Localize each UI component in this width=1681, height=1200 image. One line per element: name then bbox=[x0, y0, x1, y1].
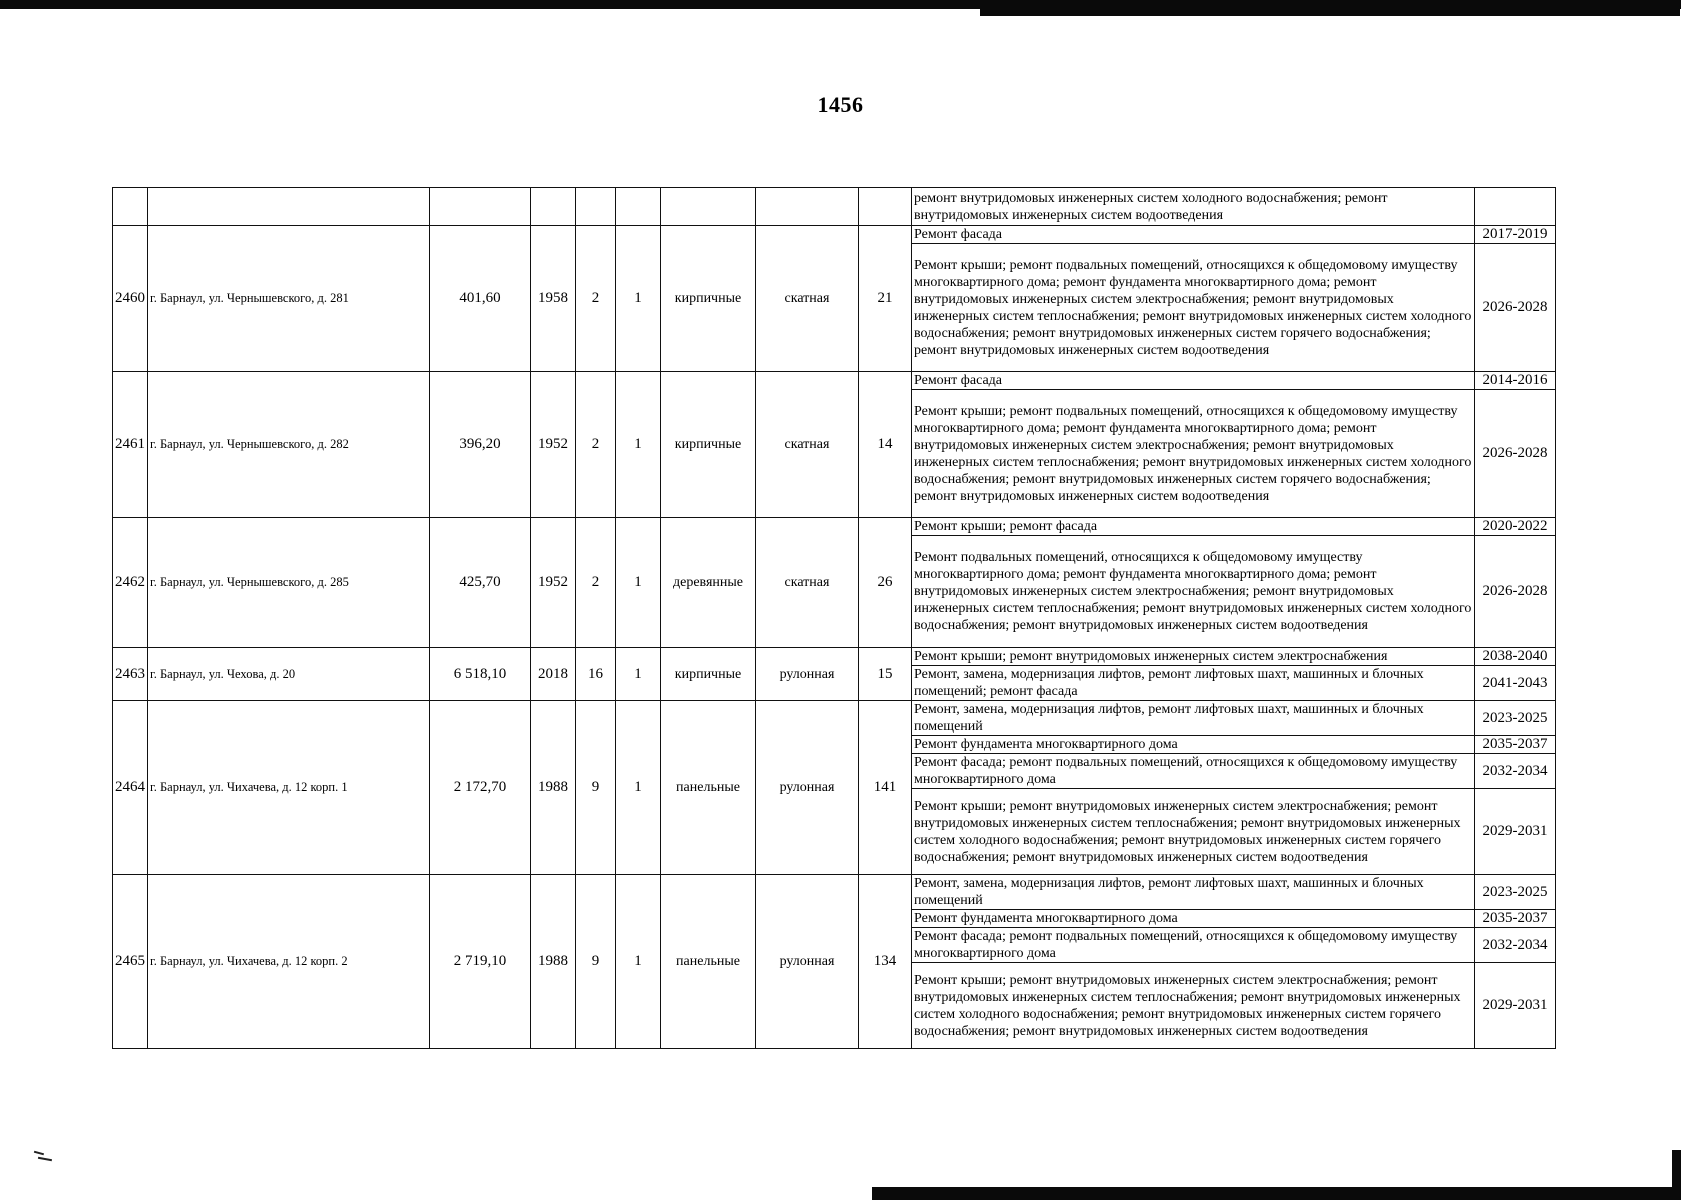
table-row bbox=[113, 226, 1556, 244]
record-number: 2460 bbox=[113, 226, 148, 372]
area-cell: 6 518,10 bbox=[430, 648, 531, 701]
address-cell: г. Барнаул, ул. Чернышевского, д. 282 bbox=[148, 372, 430, 518]
roof-type-cell: рулонная bbox=[756, 648, 859, 701]
repair-work-cell: Ремонт фундамента многоквартирного дома bbox=[912, 736, 1475, 754]
repair-period-cell: 2029-2031 bbox=[1475, 789, 1556, 875]
repair-work-cell: Ремонт фасада; ремонт подвальных помещений, относящихся к общедомовому имуществу многоквартирного дома bbox=[912, 754, 1475, 789]
repair-period-cell: 2035-2037 bbox=[1475, 736, 1556, 754]
repair-work-cell: Ремонт фасада bbox=[912, 372, 1475, 390]
roof-type-cell: скатная bbox=[756, 372, 859, 518]
scan-border-top bbox=[0, 0, 1681, 9]
table-row bbox=[113, 701, 1556, 736]
count-cell: 14 bbox=[859, 372, 912, 518]
repair-work-cell: Ремонт подвальных помещений, относящихся к общедомовому имуществу многоквартирного дома; ремонт фундамента многоквартирного дома; ремонт внутридомовых инженерных систем электроснабжения; ремонт внутридомовых инженерных систем теплоснабжения; ремонт внутридомовых инженерных систем холодного водоснабжения; ремонт внутридомовых инженерных систем водоотведения bbox=[912, 536, 1475, 648]
walls-material-cell: кирпичные bbox=[661, 372, 756, 518]
repair-work-cell: Ремонт крыши; ремонт внутридомовых инженерных систем электроснабжения; ремонт внутридомовых инженерных систем теплоснабжения; ремонт внутридомовых инженерных систем холодного водоснабжения; ремонт внутридомовых инженерных систем горячего водоснабжения; ремонт внутридомовых инженерных систем водоотведения bbox=[912, 789, 1475, 875]
page-number: 1456 bbox=[817, 92, 864, 117]
record-number: 2461 bbox=[113, 372, 148, 518]
floors-cell: 9 bbox=[576, 701, 616, 875]
entrances-cell: 1 bbox=[616, 372, 661, 518]
repair-work-cell: Ремонт фасада bbox=[912, 226, 1475, 244]
record-number: 2462 bbox=[113, 518, 148, 648]
repair-work-cell: Ремонт крыши; ремонт подвальных помещений, относящихся к общедомовому имуществу многоквартирного дома; ремонт фундамента многоквартирного дома; ремонт внутридомовых инженерных систем электроснабжения; ремонт внутридомовых инженерных систем теплоснабжения; ремонт внутридомовых инженерных систем холодного водоснабжения; ремонт внутридомовых инженерных систем горячего водоснабжения; ремонт внутридомовых инженерных систем водоотведения bbox=[912, 390, 1475, 518]
roof-type-cell: скатная bbox=[756, 226, 859, 372]
area-cell: 425,70 bbox=[430, 518, 531, 648]
scan-marks bbox=[34, 1150, 54, 1164]
area-cell: 396,20 bbox=[430, 372, 531, 518]
table-row bbox=[113, 648, 1556, 666]
floors-cell: 2 bbox=[576, 518, 616, 648]
repair-period-cell: 2023-2025 bbox=[1475, 875, 1556, 910]
repair-period-cell: 2026-2028 bbox=[1475, 390, 1556, 518]
address-cell: г. Барнаул, ул. Чернышевского, д. 281 bbox=[148, 226, 430, 372]
repair-period-cell: 2032-2034 bbox=[1475, 754, 1556, 789]
roof-type-cell: рулонная bbox=[756, 875, 859, 1049]
repair-work-cell: Ремонт крыши; ремонт внутридомовых инженерных систем электроснабжения; ремонт внутридомовых инженерных систем теплоснабжения; ремонт внутридомовых инженерных систем холодного водоснабжения; ремонт внутридомовых инженерных систем горячего водоснабжения; ремонт внутридомовых инженерных систем водоотведения bbox=[912, 963, 1475, 1049]
repair-period-cell: 2029-2031 bbox=[1475, 963, 1556, 1049]
repair-work-cell: Ремонт фасада; ремонт подвальных помещений, относящихся к общедомовому имуществу многоквартирного дома bbox=[912, 928, 1475, 963]
year-cell: 1988 bbox=[531, 701, 576, 875]
walls-material-cell: панельные bbox=[661, 701, 756, 875]
walls-material-cell: деревянные bbox=[661, 518, 756, 648]
record-number: 2463 bbox=[113, 648, 148, 701]
scan-border-right bbox=[1672, 1150, 1681, 1190]
carryover-cell-year bbox=[531, 188, 576, 226]
repair-work-cell: Ремонт крыши; ремонт фасада bbox=[912, 518, 1475, 536]
year-cell: 1952 bbox=[531, 518, 576, 648]
count-cell: 141 bbox=[859, 701, 912, 875]
address-cell: г. Барнаул, ул. Чихачева, д. 12 корп. 1 bbox=[148, 701, 430, 875]
table-row bbox=[113, 875, 1556, 910]
entrances-cell: 1 bbox=[616, 701, 661, 875]
record-number: 2465 bbox=[113, 875, 148, 1049]
carryover-cell-floors bbox=[576, 188, 616, 226]
carryover-cell-roof bbox=[756, 188, 859, 226]
area-cell: 401,60 bbox=[430, 226, 531, 372]
repair-work-cell: Ремонт, замена, модернизация лифтов, ремонт лифтовых шахт, машинных и блочных помещений bbox=[912, 875, 1475, 910]
year-cell: 1952 bbox=[531, 372, 576, 518]
walls-material-cell: панельные bbox=[661, 875, 756, 1049]
carryover-cell-num bbox=[113, 188, 148, 226]
repair-period-cell: 2041-2043 bbox=[1475, 666, 1556, 701]
table-row bbox=[113, 372, 1556, 390]
roof-type-cell: скатная bbox=[756, 518, 859, 648]
entrances-cell: 1 bbox=[616, 875, 661, 1049]
area-cell: 2 719,10 bbox=[430, 875, 531, 1049]
repair-period-cell: 2014-2016 bbox=[1475, 372, 1556, 390]
repair-work-cell: Ремонт крыши; ремонт подвальных помещений, относящихся к общедомовому имуществу многоквартирного дома; ремонт фундамента многоквартирного дома; ремонт внутридомовых инженерных систем электроснабжения; ремонт внутридомовых инженерных систем теплоснабжения; ремонт внутридомовых инженерных систем холодного водоснабжения; ремонт внутридомовых инженерных систем горячего водоснабжения; ремонт внутридомовых инженерных систем водоотведения bbox=[912, 244, 1475, 372]
housing-repair-table bbox=[112, 187, 1556, 1049]
repair-work-cell: Ремонт фундамента многоквартирного дома bbox=[912, 910, 1475, 928]
repair-period-cell: 2026-2028 bbox=[1475, 536, 1556, 648]
walls-material-cell: кирпичные bbox=[661, 226, 756, 372]
address-cell: г. Барнаул, ул. Чихачева, д. 12 корп. 2 bbox=[148, 875, 430, 1049]
repair-period-cell: 2035-2037 bbox=[1475, 910, 1556, 928]
table-row bbox=[113, 518, 1556, 536]
year-cell: 1958 bbox=[531, 226, 576, 372]
carryover-cell-walls bbox=[661, 188, 756, 226]
floors-cell: 16 bbox=[576, 648, 616, 701]
repair-period-cell: 2026-2028 bbox=[1475, 244, 1556, 372]
repair-work-cell: Ремонт, замена, модернизация лифтов, ремонт лифтовых шахт, машинных и блочных помещений; ремонт фасада bbox=[912, 666, 1475, 701]
carryover-cell-count bbox=[859, 188, 912, 226]
carryover-work: ремонт внутридомовых инженерных систем холодного водоснабжения; ремонт внутридомовых инженерных систем водоотведения bbox=[912, 188, 1475, 226]
carryover-cell-entrances bbox=[616, 188, 661, 226]
address-cell: г. Барнаул, ул. Чернышевского, д. 285 bbox=[148, 518, 430, 648]
count-cell: 134 bbox=[859, 875, 912, 1049]
roof-type-cell: рулонная bbox=[756, 701, 859, 875]
repair-work-cell: Ремонт крыши; ремонт внутридомовых инженерных систем электроснабжения bbox=[912, 648, 1475, 666]
entrances-cell: 1 bbox=[616, 226, 661, 372]
repair-work-cell: Ремонт, замена, модернизация лифтов, ремонт лифтовых шахт, машинных и блочных помещений bbox=[912, 701, 1475, 736]
year-cell: 2018 bbox=[531, 648, 576, 701]
carryover-period bbox=[1475, 188, 1556, 226]
carryover-cell-area bbox=[430, 188, 531, 226]
floors-cell: 2 bbox=[576, 372, 616, 518]
repair-period-cell: 2017-2019 bbox=[1475, 226, 1556, 244]
entrances-cell: 1 bbox=[616, 518, 661, 648]
repair-period-cell: 2020-2022 bbox=[1475, 518, 1556, 536]
area-cell: 2 172,70 bbox=[430, 701, 531, 875]
year-cell: 1988 bbox=[531, 875, 576, 1049]
floors-cell: 9 bbox=[576, 875, 616, 1049]
count-cell: 26 bbox=[859, 518, 912, 648]
repair-period-cell: 2038-2040 bbox=[1475, 648, 1556, 666]
walls-material-cell: кирпичные bbox=[661, 648, 756, 701]
repair-period-cell: 2023-2025 bbox=[1475, 701, 1556, 736]
table-row-carryover bbox=[113, 188, 1556, 226]
count-cell: 15 bbox=[859, 648, 912, 701]
entrances-cell: 1 bbox=[616, 648, 661, 701]
record-number: 2464 bbox=[113, 701, 148, 875]
count-cell: 21 bbox=[859, 226, 912, 372]
scan-border-bottom bbox=[872, 1187, 1681, 1200]
repair-period-cell: 2032-2034 bbox=[1475, 928, 1556, 963]
floors-cell: 2 bbox=[576, 226, 616, 372]
address-cell: г. Барнаул, ул. Чехова, д. 20 bbox=[148, 648, 430, 701]
carryover-cell-address bbox=[148, 188, 430, 226]
